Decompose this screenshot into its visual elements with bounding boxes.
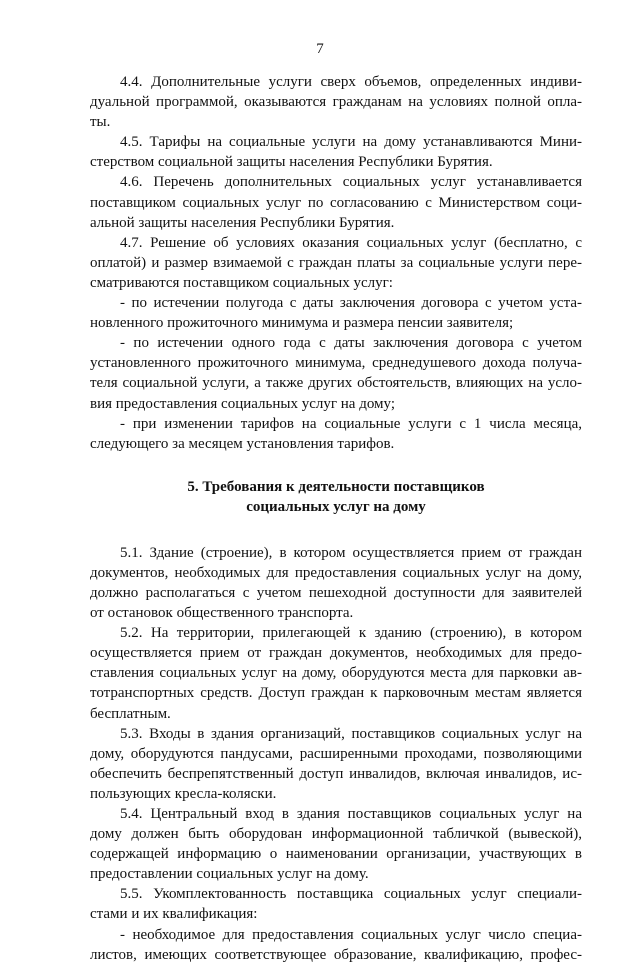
- text-line: тотранспортных средств. Доступ граждан к парковочным местам является: [90, 685, 582, 702]
- text-line: установленного прожиточного минимума, среднедушевого дохода получа-: [90, 355, 582, 372]
- text-line: 5.4. Центральный вход в здания поставщиков социальных услуг на: [120, 806, 582, 822]
- text-line: стерством социальной защиты населения Республики Бурятия.: [90, 154, 493, 171]
- text-line: 4.4. Дополнительные услуги сверх объемов, определенных индиви-: [120, 74, 582, 90]
- spacer: [90, 517, 582, 543]
- text-line: должно располагаться с учетом пешеходной доступности для заявителей: [90, 584, 582, 601]
- text-line: - при изменении тарифов на социальные услуги с 1 числа месяца,: [120, 415, 582, 432]
- document-body: [90, 72, 582, 965]
- paragraph: [90, 804, 582, 884]
- text-line: 5.5. Укомплектованность поставщика социальных услуг специали-: [120, 886, 582, 903]
- text-line: 4.6. Перечень дополнительных социальных услуг устанавливается: [120, 174, 582, 191]
- text-line: альной защиты населения Республики Бурятия.: [90, 214, 395, 231]
- text-line: 5.1. Здание (строение), в котором осуществляется прием от граждан: [120, 544, 582, 561]
- text-line: бесплатным.: [90, 705, 171, 722]
- text-line: документов, необходимых для предоставления социальных услуг на дому,: [90, 564, 582, 581]
- section-heading: [90, 477, 582, 517]
- paragraph: [90, 724, 582, 804]
- text-line: 5.3. Входы в здания организаций, поставщиков социальных услуг на: [120, 725, 582, 742]
- paragraph: [90, 543, 582, 623]
- text-line: - по истечении полугода с даты заключения договора с учетом уста-: [120, 295, 582, 312]
- text-line: предоставлении социальных услуг на дому.: [90, 866, 369, 883]
- text-line: оплатой) и размер взимаемой с граждан платы за социальные услуги пере-: [90, 254, 582, 271]
- paragraph: [90, 132, 582, 172]
- text-line: от остановок общественного транспорта.: [90, 605, 354, 622]
- text-line: поставщиком социальных услуг по согласованию с Министерством соци-: [90, 194, 582, 211]
- text-line: дому, оборудуются пандусами, расширенными проходами, позволяющими: [90, 745, 582, 762]
- page-number: 7: [316, 41, 324, 57]
- text-line: сматриваются поставщиком социальных услуг:: [90, 274, 393, 291]
- text-line: ты.: [90, 114, 111, 131]
- text-line: ставления социальных услуг на дому, оборудуются места для парковки ав-: [90, 665, 582, 682]
- paragraph: [90, 233, 582, 293]
- paragraph: [90, 72, 582, 132]
- text-line: осуществляется прием от граждан документов, необходимых для предо-: [90, 645, 582, 662]
- text-line: стами и их квалификация:: [90, 906, 258, 923]
- text-line: пользующих кресла-коляски.: [90, 785, 277, 802]
- spacer: [90, 454, 582, 477]
- text-line: дому должен быть оборудован информационной табличкой (вывеской),: [90, 826, 582, 843]
- section-heading-line: 5. Требования к деятельности поставщиков: [187, 478, 485, 495]
- paragraph: [90, 925, 582, 965]
- text-line: вия предоставления социальных услуг на дому;: [90, 395, 396, 412]
- paragraph: [90, 293, 582, 333]
- text-line: обеспечить беспрепятственный доступ инвалидов, включая инвалидов, ис-: [90, 765, 582, 782]
- text-line: - необходимое для предоставления социальных услуг число специа-: [120, 926, 582, 943]
- text-line: 4.5. Тарифы на социальные услуги на дому устанавливаются Мини-: [120, 134, 582, 151]
- text-line: 5.2. На территории, прилегающей к зданию (строению), в котором: [120, 625, 582, 642]
- paragraph: [90, 172, 582, 232]
- text-line: - по истечении одного года с даты заключения договора с учетом: [120, 335, 582, 352]
- text-line: содержащей информацию о наименовании организации, участвующих в: [90, 846, 582, 863]
- text-line: дуальной программой, оказываются гражданам на условиях полной опла-: [90, 94, 582, 111]
- paragraph: [90, 884, 582, 924]
- text-line: 4.7. Решение об условиях оказания социальных услуг (бесплатно, с: [120, 234, 582, 251]
- paragraph: [90, 414, 582, 454]
- text-line: теля социальной услуги, а также других обстоятельств, влияющих на усло-: [90, 375, 582, 392]
- paragraph: [90, 333, 582, 413]
- section-heading-line: социальных услуг на дому: [246, 498, 426, 515]
- text-line: следующего за месяцем установления тарифов.: [90, 435, 395, 452]
- paragraph: [90, 623, 582, 723]
- text-line: листов, имеющих соответствующее образование, квалификацию, профес-: [90, 946, 582, 963]
- text-line: новленного прожиточного минимума и размера пенсии заявителя;: [90, 315, 514, 332]
